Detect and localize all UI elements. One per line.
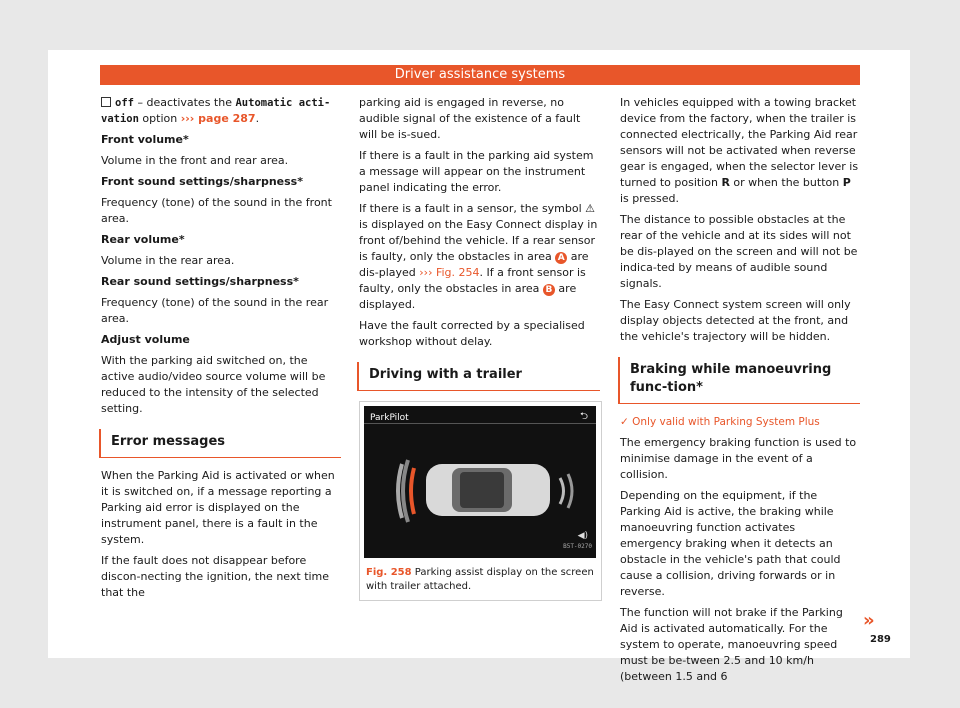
- off-text: – deactivates the: [133, 96, 236, 109]
- off-code: off: [115, 97, 134, 109]
- front-arc-1: [560, 478, 564, 504]
- figure-code: B5T-0270: [563, 543, 592, 550]
- p1a: In vehicles equipped with a towing bracket device from the factory, when the trailer is connected electrically, the Parking Aid rear sensors will not be activated when reverse gear is engaged, when the selector lever is turned to position: [620, 96, 859, 189]
- speaker-icon: ◀): [577, 531, 588, 541]
- p3c: are dis-played: [359, 250, 589, 279]
- column-2: [359, 95, 600, 601]
- sensor-arc-2: [403, 460, 408, 522]
- checkbox-icon: [101, 97, 111, 107]
- col2-paragraph-4: Have the fault corrected by a specialised workshop without delay.: [359, 319, 585, 348]
- figure-label: Fig. 258: [366, 567, 412, 578]
- off-text2: option: [138, 112, 181, 125]
- adjust-volume-text: With the parking aid switched on, the active audio/video source volume will be reduced to the intensity of the selected setting.: [101, 354, 326, 415]
- col3-paragraph-1: [620, 95, 860, 207]
- sensor-arc-warning: [411, 468, 414, 514]
- rear-sound-text: Frequency (tone) of the sound in the rear area.: [101, 296, 329, 325]
- error-paragraph-1: When the Parking Aid is activated or when it is switched on, if a message reporting a Parking aid error is displayed on the instrument panel, there is a fault in the system.: [101, 469, 335, 546]
- p3d: . If a front sensor is faulty, only the obstacles in area: [359, 266, 586, 295]
- error-paragraph-2: If the fault does not disappear before discon-necting the ignition, the next time that the: [101, 554, 330, 599]
- parking-button-icon: P: [842, 176, 851, 189]
- col2-paragraph-2: If there is a fault in the parking aid system a message will appear on the instrument panel indicating the error.: [359, 149, 594, 194]
- area-b-badge: B: [543, 284, 555, 296]
- parkpilot-screen: [364, 406, 596, 558]
- p3b: is displayed on the Easy Connect display in front of/behind the vehicle. If a rear sensor is faulty, only the obstacles in area: [359, 218, 598, 263]
- car-illustration: [364, 406, 596, 558]
- adjust-volume-heading: Adjust volume: [101, 333, 190, 346]
- front-volume-text: Volume in the front and rear area.: [101, 154, 289, 167]
- area-a-badge: A: [555, 252, 567, 264]
- col2-paragraph-3: [359, 201, 600, 313]
- error-messages-heading: Error messages: [99, 429, 341, 458]
- fig-ref-link[interactable]: ››› Fig. 254: [419, 266, 480, 279]
- rear-sound-heading: Rear sound settings/sharpness*: [101, 275, 299, 288]
- front-volume-heading: Front volume*: [101, 133, 189, 146]
- col3-paragraph-3: The Easy Connect system screen will only display objects detected at the front, and the vehicle's trajectory will be hidden.: [620, 298, 851, 343]
- front-sound-text: Frequency (tone) of the sound in the front area.: [101, 196, 332, 225]
- figure-258: [359, 401, 602, 601]
- gear-r: R: [721, 176, 730, 189]
- page-number: 289: [870, 634, 891, 645]
- screen-title: ParkPilot: [370, 413, 409, 423]
- back-arrow-icon: ⮌: [579, 411, 588, 422]
- continue-marker: »: [863, 610, 875, 631]
- rear-volume-heading: Rear volume*: [101, 233, 185, 246]
- valid-note: ✓ Only valid with Parking System Plus: [620, 416, 820, 428]
- p3e: are displayed.: [359, 282, 577, 311]
- column-3: [620, 95, 860, 690]
- p1b: or when the button: [729, 176, 843, 189]
- rear-volume-text: Volume in the rear area.: [101, 254, 235, 267]
- p1c: is pressed.: [620, 192, 680, 205]
- trailer-heading: Driving with a trailer: [357, 362, 600, 391]
- braking-heading: Braking while manoeuvring func-tion*: [618, 357, 860, 404]
- figure-caption-text: Parking assist display on the screen with trailer attached.: [366, 567, 594, 592]
- page-header: Driver assistance systems: [100, 65, 860, 85]
- figure-caption: [360, 562, 601, 600]
- car-window: [460, 472, 504, 508]
- front-sound-heading: Front sound settings/sharpness*: [101, 175, 303, 188]
- page-ref-link[interactable]: ››› page 287: [180, 112, 256, 125]
- warning-icon: ⚠: [585, 202, 596, 215]
- col3-paragraph-4: The emergency braking function is used to minimise damage in the event of a collision.: [620, 436, 857, 481]
- col3-paragraph-5: Depending on the equipment, if the Parking Aid is active, the braking while manoeuvring function activates emergency braking when it detects an obstacle in the vehicle's path that could cause a collision, driving forwards or in reverse.: [620, 489, 841, 598]
- column-1: [101, 95, 341, 606]
- off-option: [101, 95, 341, 127]
- off-end: .: [255, 112, 260, 125]
- col2-paragraph-1: parking aid is engaged in reverse, no audible signal of the existence of a fault will be is-sued.: [359, 96, 581, 141]
- col3-paragraph-6: The function will not brake if the Parking Aid is activated automatically. For the system to operate, manoeuvring speed must be be-tween 2.5 and 10 km/h (between 1.5 and 6: [620, 606, 843, 683]
- auto-code: Automatic acti-vation: [101, 97, 331, 125]
- front-arc-2: [568, 474, 572, 508]
- p3a: If there is a fault in a sensor, the symbol: [359, 202, 586, 215]
- col3-paragraph-2: The distance to possible obstacles at the rear of the vehicle and at its sides will not be dis-played on the screen and will not be indica-ted by means of audible sound signals.: [620, 213, 858, 290]
